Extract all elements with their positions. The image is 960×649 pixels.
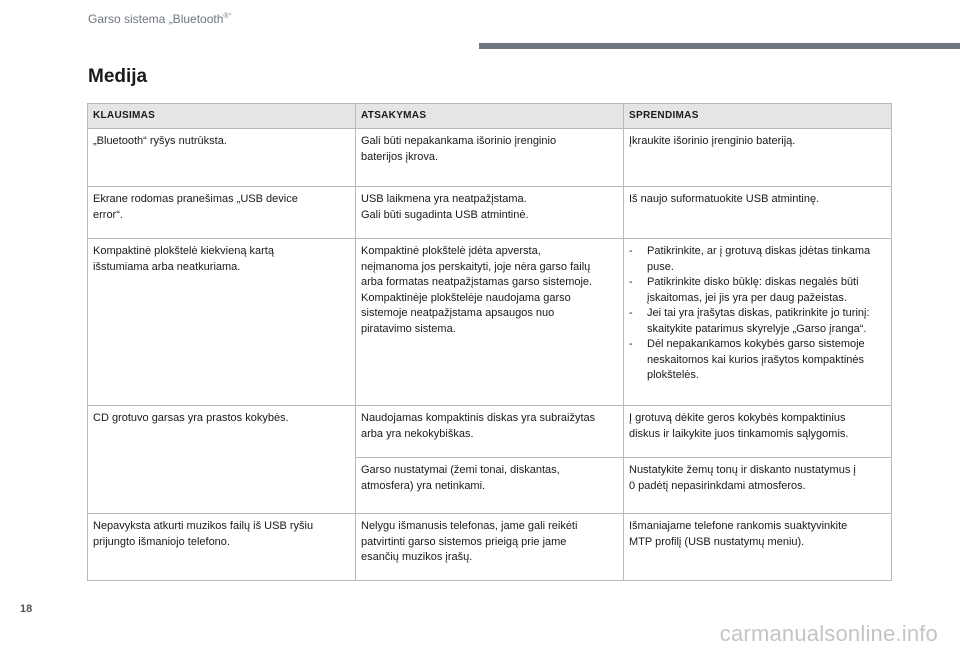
table-row (88, 514, 892, 581)
troubleshooting-table (87, 103, 892, 581)
table-header-row (88, 104, 892, 129)
header-title: Garso sistema „Bluetooth®“ (88, 12, 231, 26)
solution-cell: Iš naujo suformatuokite USB atmintinę. (624, 187, 892, 239)
answer-cell: Kompaktinė plokštelė įdėta apversta, neįmanoma jos perskaityti, joje nėra garso failų arba formatas neatpažįstamas garso sistemoje. Kompaktinėje plokštelėje naudojama garso sistemoje neatpažįstama apsaugos nuo piratavimo sistema. (356, 239, 624, 406)
solution-list (629, 244, 886, 384)
solution-list-item: - Dėl nepakankamos kokybės garso sistemoje neskaitomos kai kurios įrašytos kompaktinės plokštelės. (629, 337, 886, 384)
solution-list-item: - Jei tai yra įrašytas diskas, patikrinkite jo turinį: skaitykite patarimus skyrelyje „Garso įranga“. (629, 306, 886, 337)
column-header-solution: SPRENDIMAS (624, 104, 892, 129)
header-title-superscript: ®“ (223, 13, 231, 20)
solution-list-item: - Patikrinkite, ar į grotuvą diskas įdėtas tinkama puse. (629, 244, 886, 275)
question-cell: Kompaktinė plokštelė kiekvieną kartą išstumiama arba neatkuriama. (88, 239, 356, 406)
header-bar (479, 43, 960, 49)
table-row (88, 239, 892, 406)
question-cell: Ekrane rodomas pranešimas „USB device error“. (88, 187, 356, 239)
solution-cell: Nustatykite žemų tonų ir diskanto nustatymus į 0 padėtį nepasirinkdami atmosferos. (624, 458, 892, 514)
question-cell: Nepavyksta atkurti muzikos failų iš USB ryšiu prijungto išmaniojo telefono. (88, 514, 356, 581)
answer-cell: Naudojamas kompaktinis diskas yra subraižytas arba yra nekokybiškas. (356, 406, 624, 458)
table-row (88, 187, 892, 239)
section-title: Medija (88, 66, 148, 87)
question-cell: CD grotuvo garsas yra prastos kokybės. (88, 406, 356, 514)
solution-list-item: - Patikrinkite disko būklę: diskas negalės būti įskaitomas, jei jis yra per daug pažeistas. (629, 275, 886, 306)
watermark: carmanualsonline.info (719, 621, 938, 646)
answer-cell: Gali būti nepakankama išorinio įrenginio baterijos įkrova. (356, 129, 624, 187)
solution-cell: Įkraukite išorinio įrenginio bateriją. (624, 129, 892, 187)
column-header-answer: ATSAKYMAS (356, 104, 624, 129)
page-number: 18 (20, 603, 33, 615)
question-cell: „Bluetooth“ ryšys nutrūksta. (88, 129, 356, 187)
solution-cell (624, 239, 892, 406)
column-header-question: KLAUSIMAS (88, 104, 356, 129)
answer-cell: Nelygu išmanusis telefonas, jame gali reikėti patvirtinti garso sistemos prieigą prie jame esančių muzikos įrašų. (356, 514, 624, 581)
table-row (88, 129, 892, 187)
answer-cell: Garso nustatymai (žemi tonai, diskantas, atmosfera) yra netinkami. (356, 458, 624, 514)
solution-cell: Į grotuvą dėkite geros kokybės kompaktinius diskus ir laikykite juos tinkamomis sąlygomis. (624, 406, 892, 458)
table-row (88, 406, 892, 458)
solution-cell: Išmaniajame telefone rankomis suaktyvinkite MTP profilį (USB nustatymų meniu). (624, 514, 892, 581)
answer-cell: USB laikmena yra neatpažįstama. Gali būti sugadinta USB atmintinė. (356, 187, 624, 239)
